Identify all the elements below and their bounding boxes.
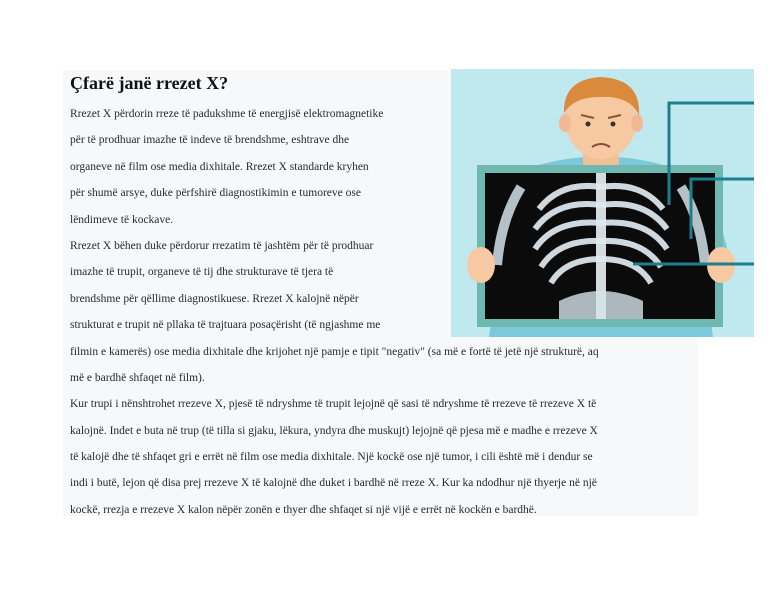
text-line: organeve në film ose media dixhitale. Rrezet X standarde kryhen [70, 160, 369, 173]
text-line: më e bardhë shfaqet në film). [70, 371, 205, 384]
text-line: strukturat e trupit në pllaka të trajtuara posaçërisht (të ngjashme me [70, 319, 381, 332]
text-line: kalojnë. Indet e buta në trup (të tilla si gjaku, lëkura, yndyra dhe muskujt) lejojnë që pjesa më e madhe e rrezeve X [70, 424, 598, 437]
text-line: Rrezet X përdorin rreze të padukshme të energjisë elektromagnetike [70, 108, 384, 120]
text-line: Kur trupi i nënshtrohet rrezeve X, pjesë të ndryshme të trupit lejojnë që sasi të ndryshme të rrezeve të rrezeve X të [70, 398, 597, 411]
xray-illustration [451, 69, 754, 337]
text-line: Rrezet X bëhen duke përdorur rrezatim të jashtëm për të prodhuar [70, 239, 374, 252]
text-line: për shumë arsye, duke përfshirë diagnostikimin e tumoreve ose [70, 187, 361, 200]
page-title: Çfarë janë rrezet X? [70, 73, 229, 93]
text-line: brendshme për qëllime diagnostikuese. Rrezet X kalojnë nëpër [70, 292, 359, 305]
text-line: kockë, rrezja e rrezeve X kalon nëpër zonën e thyer dhe shfaqet si një vijë e errët në kockën e bardhë. [70, 503, 537, 516]
text-line: filmin e kamerës) ose media dixhitale dhe krijohet një pamje e tipit "negativ" (sa më e fortë të jetë një strukturë, aq [70, 345, 599, 358]
text-line: imazhe të trupit, organeve të tij dhe strukturave të tjera të [70, 266, 334, 279]
text-line: lëndimeve të kockave. [70, 213, 174, 226]
text-line: indi i butë, lejon që disa prej rrezeve X të kalojnë dhe duket i bardhë në rreze X. Kur ka ndodhur një thyerje në një [70, 477, 597, 490]
text-line: për të prodhuar imazhe të indeve të brendshme, eshtrave dhe [70, 134, 350, 147]
text-line: të kalojë dhe të shfaqet gri e errët në film ose media dixhitale. Një kockë ose një tumor, i cili është më i dendur se [70, 451, 593, 464]
